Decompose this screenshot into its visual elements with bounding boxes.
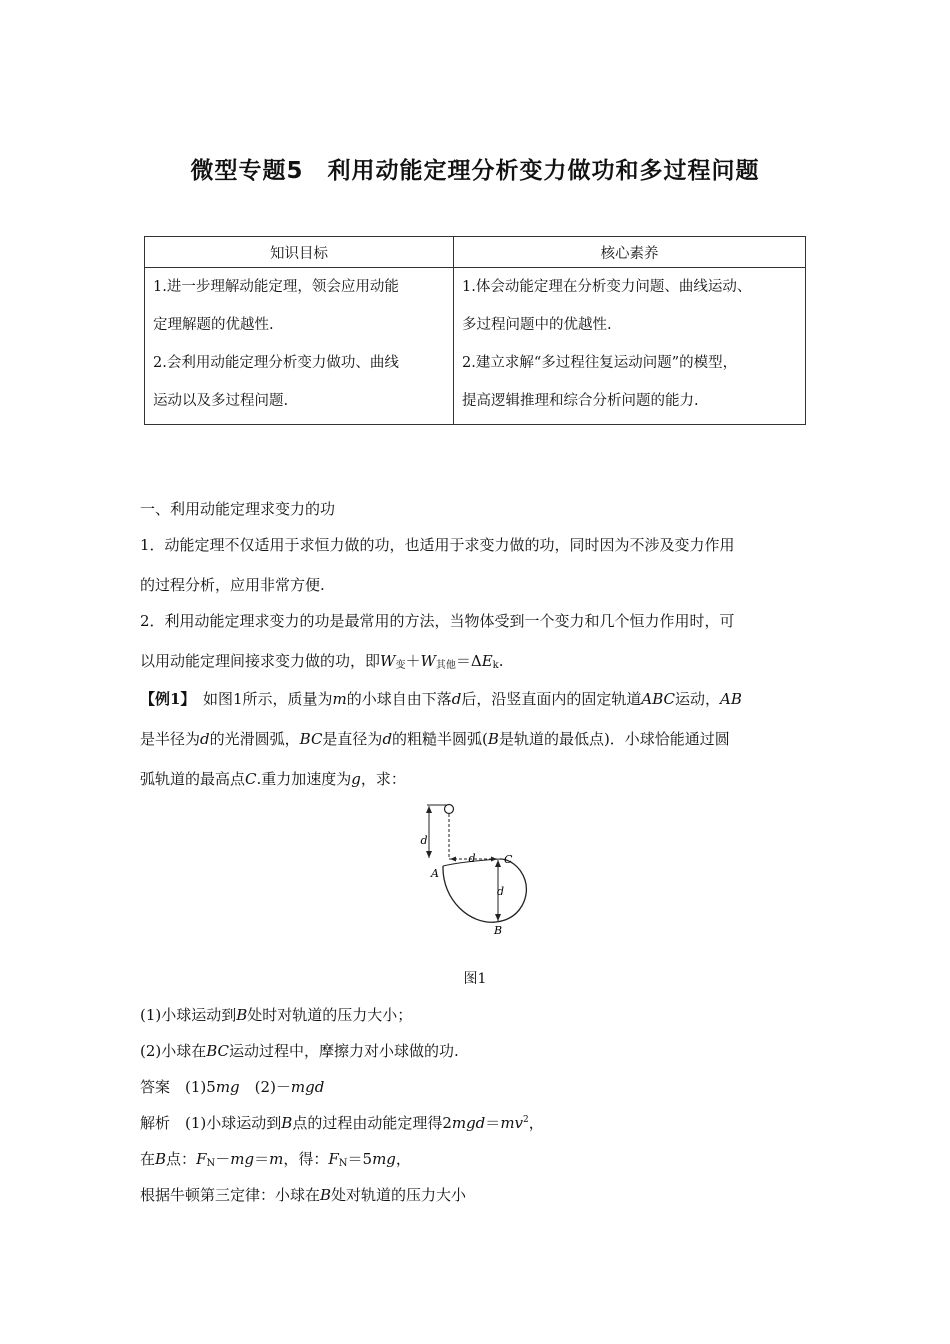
label-d-right: d xyxy=(497,885,505,898)
literacy-item-2b: 提高逻辑推理和综合分析问题的能力. xyxy=(462,393,699,409)
literacy-item-2a: 2.建立求解“多过程往复运动问题”的模型， xyxy=(462,355,738,371)
arrow-head-icon xyxy=(450,857,456,862)
track-figure xyxy=(400,800,550,940)
section-heading: 一、利用动能定理求变力的功 xyxy=(140,500,336,518)
label-C: C xyxy=(504,853,513,866)
knowledge-item-1a: 1.进一步理解动能定理，领会应用动能 xyxy=(153,279,399,295)
answer-line: 答案 (1)5mg (2)－mgd xyxy=(140,1078,325,1096)
knowledge-item-2b: 运动以及多过程问题. xyxy=(153,393,289,409)
goals-table xyxy=(144,236,806,425)
analysis-line-1: 解析 (1)小球运动到B点的过程由动能定理得$2mgd=mv^2$， xyxy=(140,1114,544,1132)
table-cell-literacy xyxy=(454,268,806,425)
example-line-3: 弧轨道的最高点C.重力加速度为g，求： xyxy=(140,770,406,788)
table-header-knowledge: 知识目标 xyxy=(145,237,454,268)
ball-icon xyxy=(445,805,454,814)
arrow-head-icon xyxy=(426,851,432,858)
literacy-item-1b: 多过程问题中的优越性. xyxy=(462,317,612,333)
knowledge-item-2a: 2.会利用动能定理分析变力做功、曲线 xyxy=(153,355,399,371)
analysis-line-2: 在B点：$F_N-mg=m$，得：$F_N=5mg$， xyxy=(140,1150,411,1169)
knowledge-item-1b: 定理解题的优越性. xyxy=(153,317,274,333)
question-2: (2)小球在BC运动过程中，摩擦力对小球做的功. xyxy=(140,1042,459,1060)
page-title: 微型专题5 利用动能定理分析变力做功和多过程问题 xyxy=(190,158,760,184)
arrow-head-icon xyxy=(495,914,501,921)
figure-caption: 图1 xyxy=(463,971,487,987)
arrow-head-icon xyxy=(495,860,501,867)
paragraph-2-line-2: 以用动能定理间接求变力做的功，即$W_变+W_{其他}=\Delta E_k$. xyxy=(140,652,504,671)
label-d-mid: d xyxy=(468,852,476,865)
example-label: 【例1】 xyxy=(140,690,188,708)
label-d-top: d xyxy=(420,834,428,847)
answer-label: 答案 xyxy=(140,1078,171,1096)
label-A: A xyxy=(431,867,439,880)
literacy-item-1a: 1.体会动能定理在分析变力问题、曲线运动、 xyxy=(462,279,752,295)
paragraph-1-line-1: 1．动能定理不仅适用于求恒力做的功，也适用于求变力做的功，同时因为不涉及变力作用 xyxy=(140,536,735,554)
label-B: B xyxy=(494,924,503,937)
arrow-head-icon xyxy=(426,806,432,813)
analysis-label: 解析 xyxy=(140,1114,171,1132)
paragraph-1-line-2: 的过程分析，应用非常方便. xyxy=(140,576,325,594)
example-line-1: 【例1】 如图1所示，质量为m的小球自由下落d后，沿竖直面内的固定轨道ABC运动，AB xyxy=(140,690,742,708)
question-1: (1)小球运动到B处时对轨道的压力大小； xyxy=(140,1006,413,1024)
analysis-line-3: 根据牛顿第三定律：小球在B处对轨道的压力大小 xyxy=(140,1186,467,1204)
table-cell-knowledge xyxy=(145,268,454,425)
paragraph-2-line-1: 2．利用动能定理求变力的功是最常用的方法，当物体受到一个变力和几个恒力作用时，可 xyxy=(140,612,735,630)
example-line-2: 是半径为d的光滑圆弧，BC是直径为d的粗糙半圆弧(B是轨道的最低点)．小球恰能通过圆 xyxy=(140,730,730,748)
table-header-literacy: 核心素养 xyxy=(454,237,806,268)
track-arc xyxy=(443,859,526,922)
